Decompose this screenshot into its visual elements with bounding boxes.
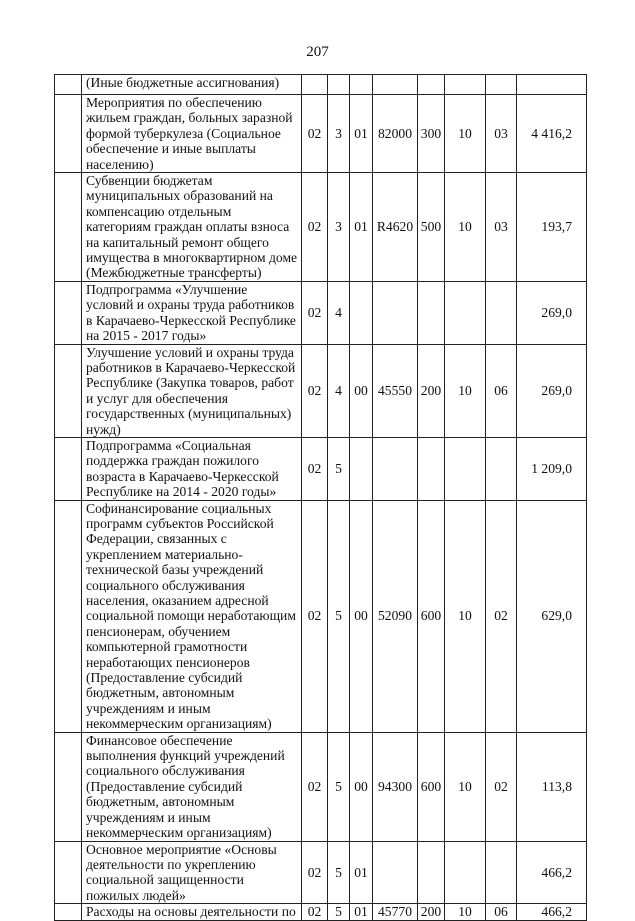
row-margin-cell <box>55 437 82 500</box>
amount-cell <box>517 75 587 95</box>
code-cell-c5: 500 <box>418 173 445 282</box>
code-cell-c7: 02 <box>486 732 517 841</box>
code-cell-c2: 5 <box>328 500 350 732</box>
code-cell-c1: 02 <box>302 841 328 904</box>
code-cell-c3: 01 <box>350 904 373 921</box>
code-cell-c7 <box>486 75 517 95</box>
table-row <box>55 732 587 841</box>
item-name-cell <box>82 841 302 904</box>
amount-cell: 269,0 <box>517 344 587 437</box>
item-name-cell <box>82 500 302 732</box>
code-cell-c5 <box>418 75 445 95</box>
code-cell-c5: 600 <box>418 500 445 732</box>
item-name-cell <box>82 732 302 841</box>
table-row <box>55 281 587 344</box>
table-row <box>55 841 587 904</box>
item-name: Финансовое обеспечение выполнения функций учреждений социального обслуживания (Предоставление субсидий бюджетным, автономным учреждениям и иным некоммерческим организациям) <box>86 732 285 841</box>
code-cell-c6: 10 <box>445 344 486 437</box>
code-cell-c7: 03 <box>486 95 517 173</box>
code-cell-c2: 5 <box>328 841 350 904</box>
item-name: Подпрограмма «Социальная поддержка граждан пожилого возраста в Карачаево-Черкесской Республике на 2014 - 2020 годы» <box>86 437 279 500</box>
code-cell-c1: 02 <box>302 95 328 173</box>
table-row <box>55 904 587 921</box>
code-cell-c4 <box>373 75 418 95</box>
table-row <box>55 75 587 95</box>
table-row <box>55 437 587 500</box>
code-cell-c4 <box>373 281 418 344</box>
code-cell-c5: 200 <box>418 344 445 437</box>
amount-cell: 466,2 <box>517 841 587 904</box>
item-name-cell <box>82 437 302 500</box>
code-cell-c7: 06 <box>486 904 517 921</box>
code-cell-c4 <box>373 841 418 904</box>
amount-cell: 269,0 <box>517 281 587 344</box>
row-margin-cell <box>55 344 82 437</box>
code-cell-c3 <box>350 437 373 500</box>
item-name: Мероприятия по обеспечению жильем граждан, больных заразной формой туберкулеза (Социальное обеспечение и иные выплаты населению) <box>86 95 293 172</box>
item-name: Улучшение условий и охраны труда работников в Карачаево-Черкесской Республике (Закупка товаров, работ и услуг для обеспечения государственных (муниципальных) нужд) <box>86 344 296 437</box>
code-cell-c3 <box>350 75 373 95</box>
code-cell-c5 <box>418 437 445 500</box>
row-margin-cell <box>55 173 82 282</box>
code-cell-c7: 06 <box>486 344 517 437</box>
amount-cell: 4 416,2 <box>517 95 587 173</box>
code-cell-c1: 02 <box>302 344 328 437</box>
row-margin-cell <box>55 95 82 173</box>
code-cell-c1: 02 <box>302 173 328 282</box>
amount-cell: 466,2 <box>517 904 587 921</box>
amount-cell: 629,0 <box>517 500 587 732</box>
row-margin-cell <box>55 75 82 95</box>
code-cell-c1: 02 <box>302 904 328 921</box>
row-margin-cell <box>55 500 82 732</box>
table-row <box>55 173 587 282</box>
item-name: Подпрограмма «Улучшение условий и охраны труда работников в Карачаево-Черкесской Республике на 2015 - 2017 годы» <box>86 281 296 344</box>
code-cell-c7 <box>486 841 517 904</box>
code-cell-c4: 45550 <box>373 344 418 437</box>
code-cell-c2: 5 <box>328 437 350 500</box>
code-cell-c5: 200 <box>418 904 445 921</box>
code-cell-c4 <box>373 437 418 500</box>
code-cell-c4: 82000 <box>373 95 418 173</box>
code-cell-c1: 02 <box>302 500 328 732</box>
code-cell-c5: 300 <box>418 95 445 173</box>
code-cell-c3 <box>350 281 373 344</box>
item-name-cell <box>82 904 302 921</box>
code-cell-c7: 02 <box>486 500 517 732</box>
amount-cell: 193,7 <box>517 173 587 282</box>
code-cell-c6: 10 <box>445 732 486 841</box>
row-margin-cell <box>55 281 82 344</box>
code-cell-c2: 3 <box>328 173 350 282</box>
table-row <box>55 500 587 732</box>
row-margin-cell <box>55 841 82 904</box>
code-cell-c6: 10 <box>445 500 486 732</box>
row-margin-cell <box>55 732 82 841</box>
code-cell-c6: 10 <box>445 904 486 921</box>
code-cell-c7 <box>486 437 517 500</box>
item-name: Субвенции бюджетам муниципальных образований на компенсацию отдельным категориям граждан оплаты взноса на капитальный ремонт общего имущества в многоквартирном доме (Межбюджетные трансферты) <box>86 173 298 281</box>
item-name: Основное мероприятие «Основы деятельности по укреплению социальной защищенности пожилых людей» <box>86 841 277 903</box>
code-cell-c7 <box>486 281 517 344</box>
budget-table <box>54 74 587 921</box>
code-cell-c3: 01 <box>350 841 373 904</box>
code-cell-c2 <box>328 75 350 95</box>
code-cell-c6: 10 <box>445 173 486 282</box>
code-cell-c2: 4 <box>328 281 350 344</box>
item-name-cell <box>82 95 302 173</box>
code-cell-c2: 5 <box>328 732 350 841</box>
page-number: 207 <box>306 44 329 60</box>
item-name: (Иные бюджетные ассигнования) <box>86 75 280 90</box>
amount-cell: 113,8 <box>517 732 587 841</box>
table-row <box>55 95 587 173</box>
code-cell-c3: 00 <box>350 344 373 437</box>
code-cell-c2: 5 <box>328 904 350 921</box>
code-cell-c3: 00 <box>350 500 373 732</box>
item-name: Расходы на основы деятельности по <box>86 904 296 920</box>
amount-cell: 1 209,0 <box>517 437 587 500</box>
item-name-cell <box>82 173 302 282</box>
code-cell-c3: 01 <box>350 95 373 173</box>
code-cell-c6 <box>445 281 486 344</box>
code-cell-c1: 02 <box>302 437 328 500</box>
item-name-cell <box>82 344 302 437</box>
code-cell-c6 <box>445 437 486 500</box>
code-cell-c1 <box>302 75 328 95</box>
table-row <box>55 344 587 437</box>
code-cell-c1: 02 <box>302 281 328 344</box>
item-name-cell <box>82 75 302 95</box>
code-cell-c6: 10 <box>445 95 486 173</box>
item-name: Софинансирование социальных программ субъектов Российской Федерации, связанных с укреплением материально-технической базы учреждений социального обслуживания населения, оказанием адресной социальной помощи неработающим пенсионерам, обучением компьютерной грамотности неработающих пенсионеров (Предоставление субсидий бюджетным, автономным учреждениям и иным некоммерческим организациям) <box>86 500 296 732</box>
code-cell-c4: 94300 <box>373 732 418 841</box>
code-cell-c3: 00 <box>350 732 373 841</box>
code-cell-c5: 600 <box>418 732 445 841</box>
code-cell-c6 <box>445 75 486 95</box>
code-cell-c4: R4620 <box>373 173 418 282</box>
code-cell-c6 <box>445 841 486 904</box>
code-cell-c7: 03 <box>486 173 517 282</box>
code-cell-c2: 3 <box>328 95 350 173</box>
code-cell-c2: 4 <box>328 344 350 437</box>
row-margin-cell <box>55 904 82 921</box>
item-name-cell <box>82 281 302 344</box>
code-cell-c4: 45770 <box>373 904 418 921</box>
code-cell-c5 <box>418 281 445 344</box>
code-cell-c4: 52090 <box>373 500 418 732</box>
code-cell-c5 <box>418 841 445 904</box>
code-cell-c3: 01 <box>350 173 373 282</box>
code-cell-c1: 02 <box>302 732 328 841</box>
table-body <box>55 75 587 921</box>
